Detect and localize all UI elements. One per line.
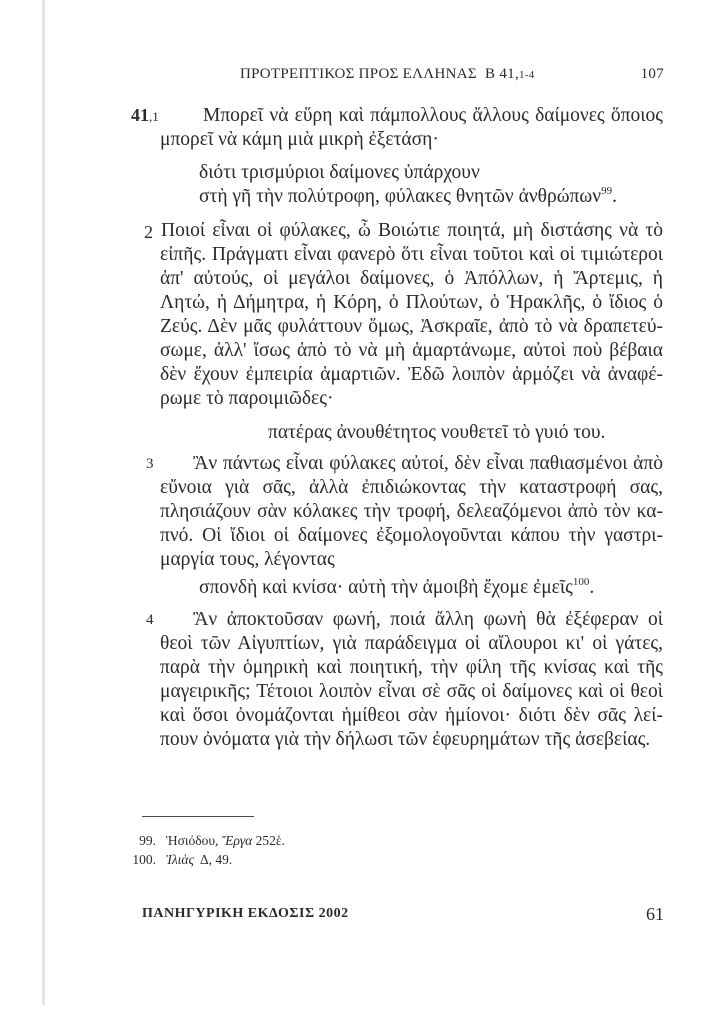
footnote-number: 100. bbox=[132, 852, 156, 867]
text-line: πουν ὀνόματα γιὰ τὴν δήλωσι τῶν ἐφευρημάτων τῆς ἀσεβείας. bbox=[160, 729, 651, 750]
footnote-work: Ἰλιὰς bbox=[166, 852, 194, 867]
text-line: θεοὶ τῶν Αἰγυπτίων, γιὰ παράδειγμα οἱ αἴλουροι κι' οἱ γάτες, bbox=[160, 633, 663, 654]
text-line: Λητώ, ἡ Δήμητρα, ἡ Κόρη, ὁ Πλούτων, ὁ Ἡρακλῆς, ὁ ἴδιος ὁ bbox=[160, 292, 663, 313]
text-line: δὲν ἔχουν ἐμπειρία ἁμαρτιῶν. Ἐδῶ λοιπὸν ἁρμόζει νὰ ἀναφέ- bbox=[160, 364, 663, 385]
verse-line: σπονδὴ καὶ κνίσα· αὐτὴ τὴν ἀμοιβὴ ἔχομε ἐμεῖς$^{100}$. bbox=[199, 576, 595, 598]
scan-page-edge bbox=[42, 0, 45, 1005]
footnote-ref-100[interactable]: 100 bbox=[572, 576, 590, 588]
text-line: πνό. Οἱ ἴδιοι οἱ δαίμονες ἐξομολογοῦνται κάπου τὴν γαστρι- bbox=[160, 525, 663, 546]
text-line: σωμε, ἀλλ' ἴσως ἀπὸ τὸ νὰ μὴ ἁμαρτάνωμε, αὐτοὶ ποὺ βέβαια bbox=[160, 340, 663, 361]
edition-label: ΠΑΝΗΓΥΡΙΚΗ ΕΚΔΟΣΙΣ 2002 bbox=[142, 906, 349, 921]
footer-page-number: 61 bbox=[646, 904, 664, 924]
footnote-work: Ἔργα bbox=[221, 833, 253, 848]
running-title: ΠΡΟΤΡΕΠΤΙΚΟΣ ΠΡΟΣ ΕΛΛΗΝΑΣ B 41,1-4 bbox=[240, 66, 535, 82]
text-line: μπορεῖ νὰ κάμη μιὰ μικρὴ ἐξετάση· bbox=[160, 129, 439, 150]
verse-line: στὴ γῆ τὴν πολύτροφη, φύλακες θνητῶν ἀνθρώπων$^{99}$. bbox=[199, 185, 617, 207]
paragraph-number: 2 bbox=[144, 222, 153, 242]
paragraph-number: 4 bbox=[146, 612, 154, 628]
text-line: Ἂν πάντως εἶναι φύλακες αὐτοί, δὲν εἶναι παθιασμένοι ἀπὸ bbox=[193, 453, 663, 474]
footnote-ref: 252ἑ. bbox=[255, 833, 285, 848]
text-line: ρωμε τὸ παροιμιῶδες· bbox=[160, 388, 334, 409]
text-line: Ζεύς. Δὲν μᾶς φυλάττουν ὅμως, Ἀσκραῖε, ἀπὸ τὸ νὰ δραπετεύ- bbox=[160, 316, 663, 337]
verse-line: διότι τρισμύριοι δαίμονες ὑπάρχουν bbox=[199, 162, 480, 183]
footnote-99 bbox=[118, 832, 285, 850]
text-line: ἀπ' αὐτούς, οἱ μεγάλοι δαίμονες, ὁ Ἀπόλλων, ἡ Ἄρτεμις, ἡ bbox=[160, 268, 663, 289]
section-reference-range: 1-4 bbox=[519, 69, 535, 81]
footnote-ref: Δ, 49. bbox=[200, 852, 233, 867]
footnote-100 bbox=[118, 851, 232, 869]
text-line: μαγειρικῆς; Τέτοιοι λοιπὸν εἶναι σὲ σᾶς οἱ δαίμονες καὶ οἱ θεοὶ bbox=[160, 681, 663, 702]
section-reference: B 41, bbox=[485, 66, 520, 82]
text-line: πλησιάζουν σὰν κόλακες τὴν τροφή, δελεαζόμενοι ἀπὸ τὸν κα- bbox=[160, 501, 663, 522]
proverb-line: πατέρας ἀνουθέτητος νουθετεῖ τὸ γυιό του. bbox=[268, 422, 606, 443]
footnote-divider bbox=[142, 816, 254, 817]
text-line: εἰπῆς. Πράγματι εἶναι φανερὸ ὅτι εἶναι τοῦτοι καὶ οἱ τιμιώτεροι bbox=[160, 244, 663, 265]
paragraph-number: 3 bbox=[146, 456, 154, 472]
text-line: Ποιοί εἶναι οἱ φύλακες, ὦ Βοιώτιε ποιητά, μὴ διστάσης νὰ τὸ bbox=[161, 220, 663, 241]
header-page-number: 107 bbox=[640, 66, 664, 82]
text-line: παρὰ τὴν ὁμηρικὴ καὶ ποιητική, τὴν φίλη τῆς κνίσας καὶ τῆς bbox=[160, 657, 663, 678]
text-line: Μπορεῖ νὰ εὕρη καὶ πάμπολλους ἄλλους δαίμονες ὅποιος bbox=[203, 105, 663, 126]
text-line: εὔνοια γιὰ σᾶς, ἀλλὰ ἐπιδιώκοντας τὴν καταστροφή σας, bbox=[160, 477, 663, 498]
text-line: καὶ ὅσοι ὀνομάζονται ἡμίθεοι σὰν ἡμίονοι· διότι δὲν σᾶς λεί- bbox=[160, 705, 663, 726]
text-line: μαργία τους, λέγοντας bbox=[160, 549, 335, 570]
footnote-author: Ἡσιόδου, bbox=[166, 833, 219, 848]
footnote-number: 99. bbox=[139, 833, 156, 848]
footnote-ref-99[interactable]: 99 bbox=[601, 185, 613, 197]
section-marker: 41,1 bbox=[131, 105, 159, 125]
text-line: Ἂν ἀποκτοῦσαν φωνή, ποιά ἄλλη φωνὴ θὰ ἐξέφεραν οἱ bbox=[193, 609, 663, 630]
